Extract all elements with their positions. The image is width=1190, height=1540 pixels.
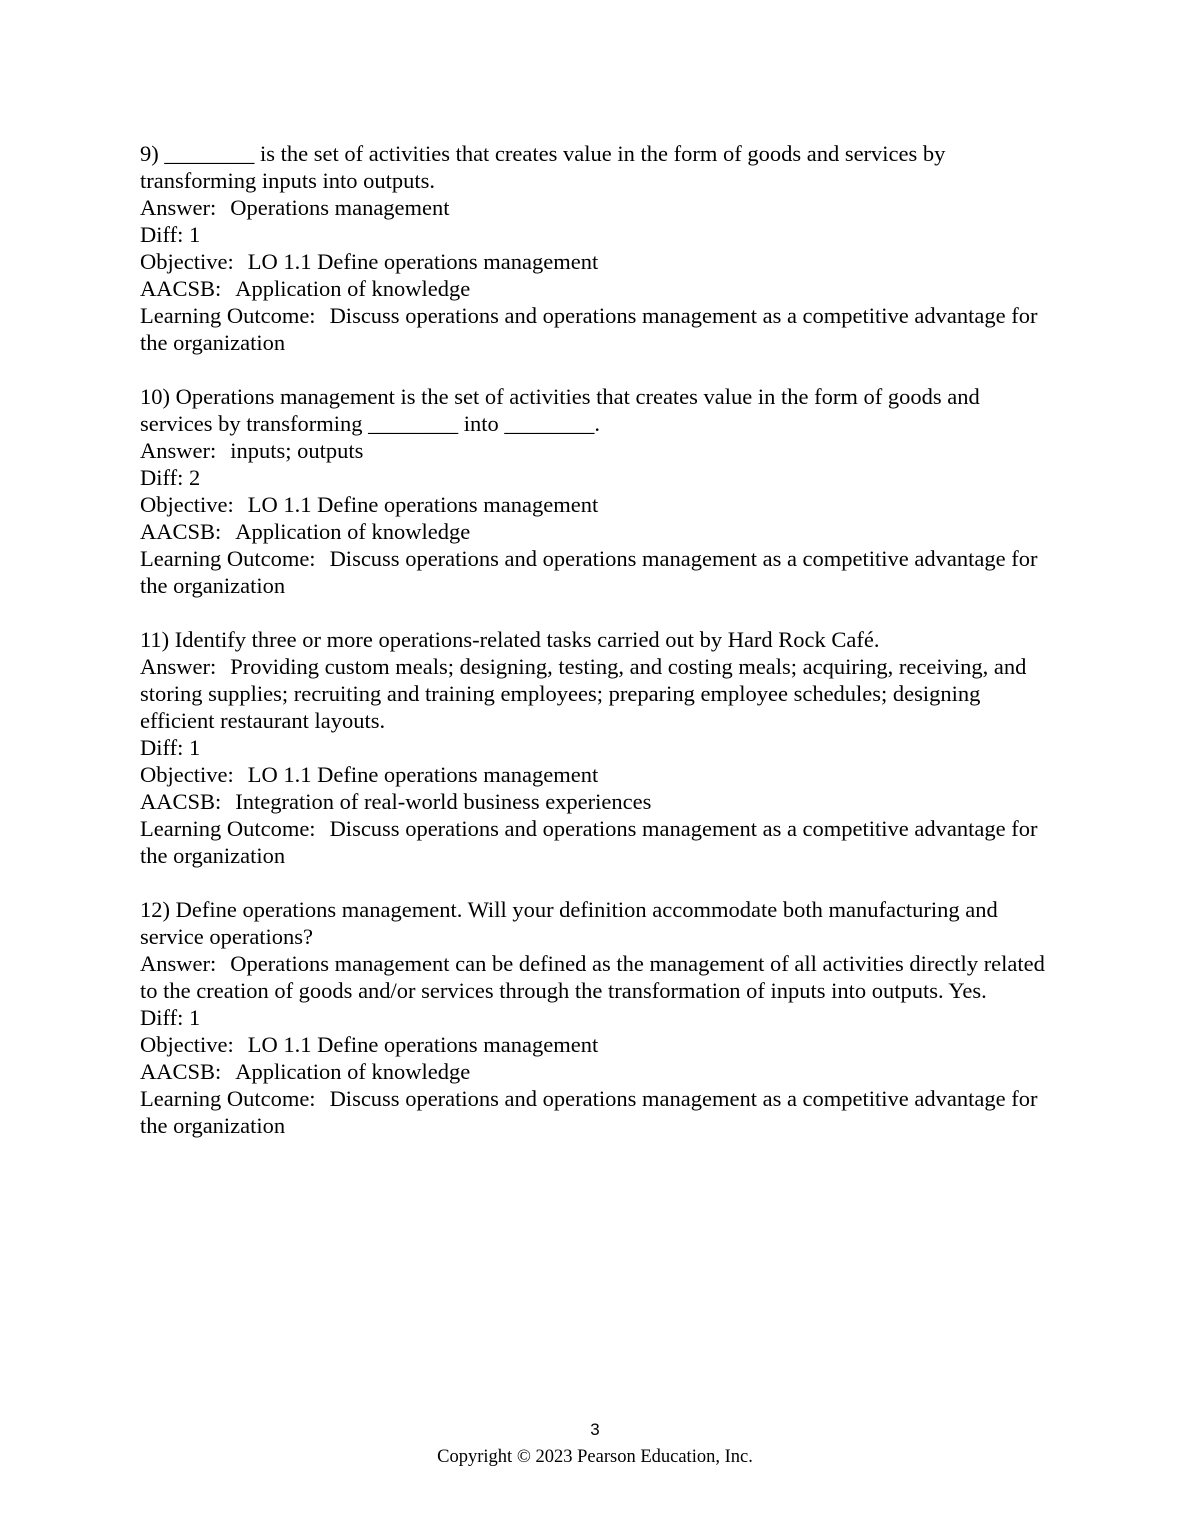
objective-label: Objective: <box>140 762 234 787</box>
question-9 <box>140 140 1050 356</box>
page-number: 3 <box>590 1420 600 1439</box>
aacsb-line <box>140 788 1050 815</box>
aacsb-text: Integration of real-world business experiences <box>235 789 652 814</box>
answer-label: Answer: <box>140 654 217 679</box>
answer-label: Answer: <box>140 951 217 976</box>
learning-outcome-text: Discuss operations and operations management as a competitive advantage for the organization <box>140 816 1038 868</box>
answer-text: Providing custom meals; designing, testing, and costing meals; acquiring, receiving, and storing supplies; recruiting and training employees; preparing employee schedules; designing efficient restaurant layouts. <box>140 654 1027 733</box>
aacsb-line <box>140 275 1050 302</box>
answer-line <box>140 437 1050 464</box>
question-prompt: 12) Define operations management. Will your definition accommodate both manufacturing and service operations? <box>140 897 998 949</box>
objective-label: Objective: <box>140 1032 234 1057</box>
document-body <box>140 140 1050 1166</box>
answer-line <box>140 653 1050 734</box>
objective-line <box>140 1031 1050 1058</box>
question-12 <box>140 896 1050 1139</box>
aacsb-text: Application of knowledge <box>235 1059 471 1084</box>
objective-line <box>140 248 1050 275</box>
difficulty: Diff: 2 <box>140 465 201 490</box>
answer-text: Operations management <box>230 195 450 220</box>
learning-outcome-line <box>140 1085 1050 1139</box>
objective-line <box>140 491 1050 518</box>
aacsb-line <box>140 518 1050 545</box>
aacsb-text: Application of knowledge <box>235 276 471 301</box>
objective-text: LO 1.1 Define operations management <box>247 492 599 517</box>
question-11 <box>140 626 1050 869</box>
difficulty: Diff: 1 <box>140 222 201 247</box>
learning-outcome-label: Learning Outcome: <box>140 1086 316 1111</box>
question-10 <box>140 383 1050 599</box>
aacsb-label: AACSB: <box>140 276 222 301</box>
learning-outcome-text: Discuss operations and operations management as a competitive advantage for the organization <box>140 546 1038 598</box>
answer-text: Operations management can be defined as the management of all activities directly related to the creation of goods and/or services through the transformation of inputs into outputs. Yes. <box>140 951 1045 1003</box>
copyright-notice: Copyright © 2023 Pearson Education, Inc. <box>437 1447 753 1467</box>
learning-outcome-line <box>140 815 1050 869</box>
learning-outcome-label: Learning Outcome: <box>140 546 316 571</box>
aacsb-label: AACSB: <box>140 789 222 814</box>
question-prompt: 9) ________ is the set of activities that creates value in the form of goods and services by transforming inputs into outputs. <box>140 141 946 193</box>
difficulty: Diff: 1 <box>140 735 201 760</box>
answer-text: inputs; outputs <box>230 438 364 463</box>
learning-outcome-label: Learning Outcome: <box>140 303 316 328</box>
learning-outcome-text: Discuss operations and operations management as a competitive advantage for the organization <box>140 1086 1038 1138</box>
learning-outcome-text: Discuss operations and operations management as a competitive advantage for the organization <box>140 303 1038 355</box>
objective-line <box>140 761 1050 788</box>
learning-outcome-line <box>140 545 1050 599</box>
answer-label: Answer: <box>140 438 217 463</box>
objective-label: Objective: <box>140 249 234 274</box>
aacsb-label: AACSB: <box>140 519 222 544</box>
aacsb-line <box>140 1058 1050 1085</box>
learning-outcome-line <box>140 302 1050 356</box>
learning-outcome-label: Learning Outcome: <box>140 816 316 841</box>
objective-label: Objective: <box>140 492 234 517</box>
answer-line <box>140 194 1050 221</box>
aacsb-text: Application of knowledge <box>235 519 471 544</box>
answer-label: Answer: <box>140 195 217 220</box>
aacsb-label: AACSB: <box>140 1059 222 1084</box>
question-prompt: 10) Operations management is the set of activities that creates value in the form of goods and services by transforming ________ into ________. <box>140 384 980 436</box>
answer-line <box>140 950 1050 1004</box>
question-prompt: 11) Identify three or more operations-related tasks carried out by Hard Rock Café. <box>140 627 880 652</box>
objective-text: LO 1.1 Define operations management <box>247 1032 599 1057</box>
objective-text: LO 1.1 Define operations management <box>247 249 599 274</box>
difficulty: Diff: 1 <box>140 1005 201 1030</box>
objective-text: LO 1.1 Define operations management <box>247 762 599 787</box>
